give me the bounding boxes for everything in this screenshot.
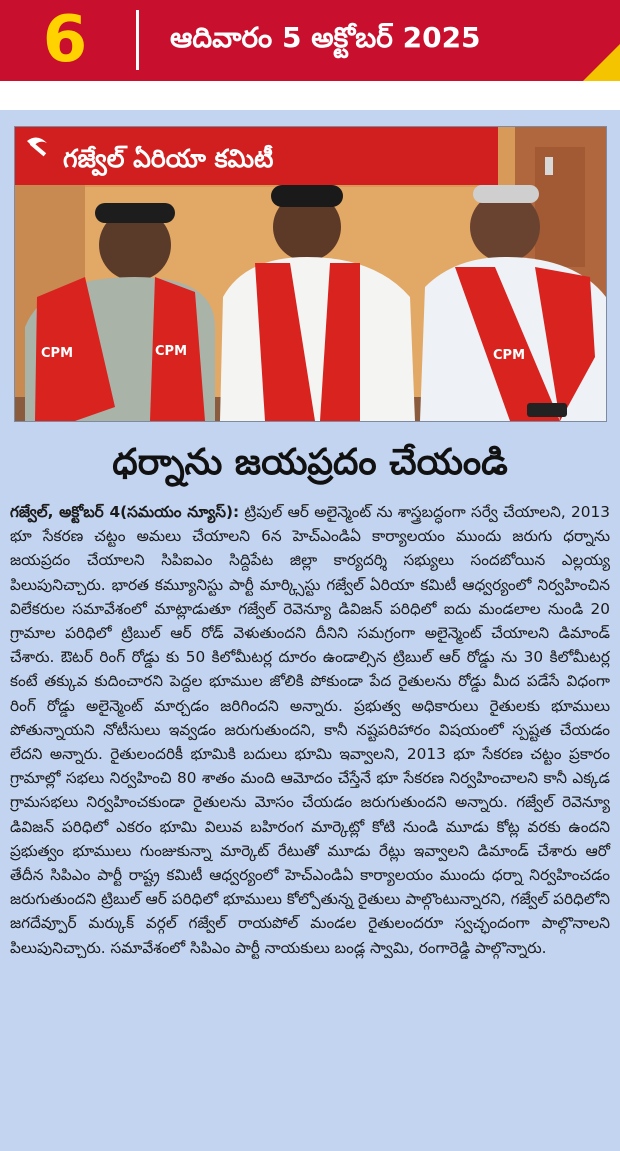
scarf-text-3: CPM [493, 348, 526, 363]
corner-accent [583, 44, 620, 81]
header-divider [136, 10, 139, 70]
article-headline: ధర్నాను జయప్రదం చేయండి [112, 442, 508, 483]
news-photo [14, 126, 607, 422]
photo-illustration [15, 127, 606, 421]
scarf-text-1: CPM [41, 346, 74, 361]
page-number: 6 [42, 3, 88, 77]
edition-date: ఆదివారం 5 అక్టోబర్ 2025 [170, 21, 481, 54]
page-header [0, 0, 620, 81]
article-body [10, 500, 610, 960]
article-body-text: ట్రిపుల్ ఆర్ అలైన్మెంట్ ను శాస్త్రబద్ధంగా సర్వే చేయాలని, 2013 భూ సేకరణ చట్టం అమలు చేయాలని 6న హెచ్ఎండిఏ కార్యాలయం ముందు జరుగు ధర్నాను జయప్రదం చేయాలని సిపిఐఎం సిద్దిపేట జిల్లా కార్యదర్శి సభ్యులు సందబోయిన ఎల్లయ్య పిలుపునిచ్చారు. భారత కమ్యూనిస్టు పార్టీ మార్క్సిస్టు గజ్వేల్ ఏరియా కమిటీ ఆధ్వర్యంలో నిర్వహించిన విలేకరుల సమావేశంలో మాట్లాడుతూ గజ్వేల్ రెవెన్యూ డివిజన్ పరిధిలో ఐదు మండలాల నుండి 20 గ్రామాల పరిధిలో ట్రిబుల్ ఆర్ రోడ్ వెళుతుందని దీనిని సమగ్రంగా అలైన్మెంట్ చేయాలని డిమాండ్ చేశారు. ఔటర్ రింగ్ రోడ్డు కు 50 కిలోమీటర్ల దూరం ఉండాల్సిన ట్రిబుల్ ఆర్ రోడ్డు ను 30 కిలోమీటర్ల కంటే తక్కువ కుదించారని పెద్దల భూముల జోలికి పోకుండా పేద రైతులను రోడ్డు మీద పడేసే విధంగా రింగ్ రోడ్డు అలైన్మెంట్ మార్చడం జరిగిందని అన్నారు. ప్రభుత్వ అధికారులు రైతులకు భూములు పోతున్నాయని నోటీసులు ఇవ్వడం జరుగుతుందని, కానీ నష్టపరిహారం విషయంలో స్పష్టత చేయడం లేదని అన్నారు. రైతులందరికీ భూమికి బదులు భూమి ఇవ్వాలని, 2013 భూ సేకరణ చట్టం ప్రకారం గ్రామాల్లో సభలు నిర్వహించి 80 శాతం మంది ఆమోదం చేస్తేనే భూ సేకరణ నిర్వహించాలని కానీ ఎక్కడ గ్రామసభలు నిర్వహించకుండా రైతులను మోసం చేయడం జరుగుతుందని అన్నారు. గజ్వేల్ రెవెన్యూ డివిజన్ పరిధిలో ఎకరం భూమి విలువ బహిరంగ మార్కెట్లో కోటి నుండి మూడు కోట్ల వరకు ఉందని ప్రభుత్వం భూములు గుంజుకున్నా మార్కెట్ రేటుతో మూడు రేట్లు ఇవ్వాలని డిమాండ్ చేశారు ఆరో తేదీన సిపిఎం పార్టీ రాష్ట్ర కమిటీ ఆధ్వర్యంలో హెచ్ఎండిఏ కార్యాలయం ముందు ధర్నా నిర్వహించడం జరుగుతుందని ట్రిబుల్ ఆర్ పరిధిలో భూములు కోల్పోతున్న రైతులు పాల్గొంటున్నారని, గజ్వేల్ పరిధిలోని జగదేవ్పూర్ మర్కుక్ వర్గల్ గజ్వేల్ రాయపోల్ మండల రైతులందరూ స్వచ్ఛందంగా పాల్గొనాలని పిలుపునిచ్చారు. సమావేశంలో సిపిఎం పార్టీ నాయకులు బండ్ల స్వామి, రంగారెడ్డి పాల్గొన్నారు. [10, 503, 610, 957]
banner-text: గజ్వేల్ ఏరియా కమిటీ [63, 144, 274, 173]
news-article [0, 110, 620, 1151]
scarf-text-2: CPM [155, 344, 188, 359]
article-dateline: గజ్వేల్, అక్టోబర్ 4(సమయం న్యూస్): [10, 503, 240, 521]
